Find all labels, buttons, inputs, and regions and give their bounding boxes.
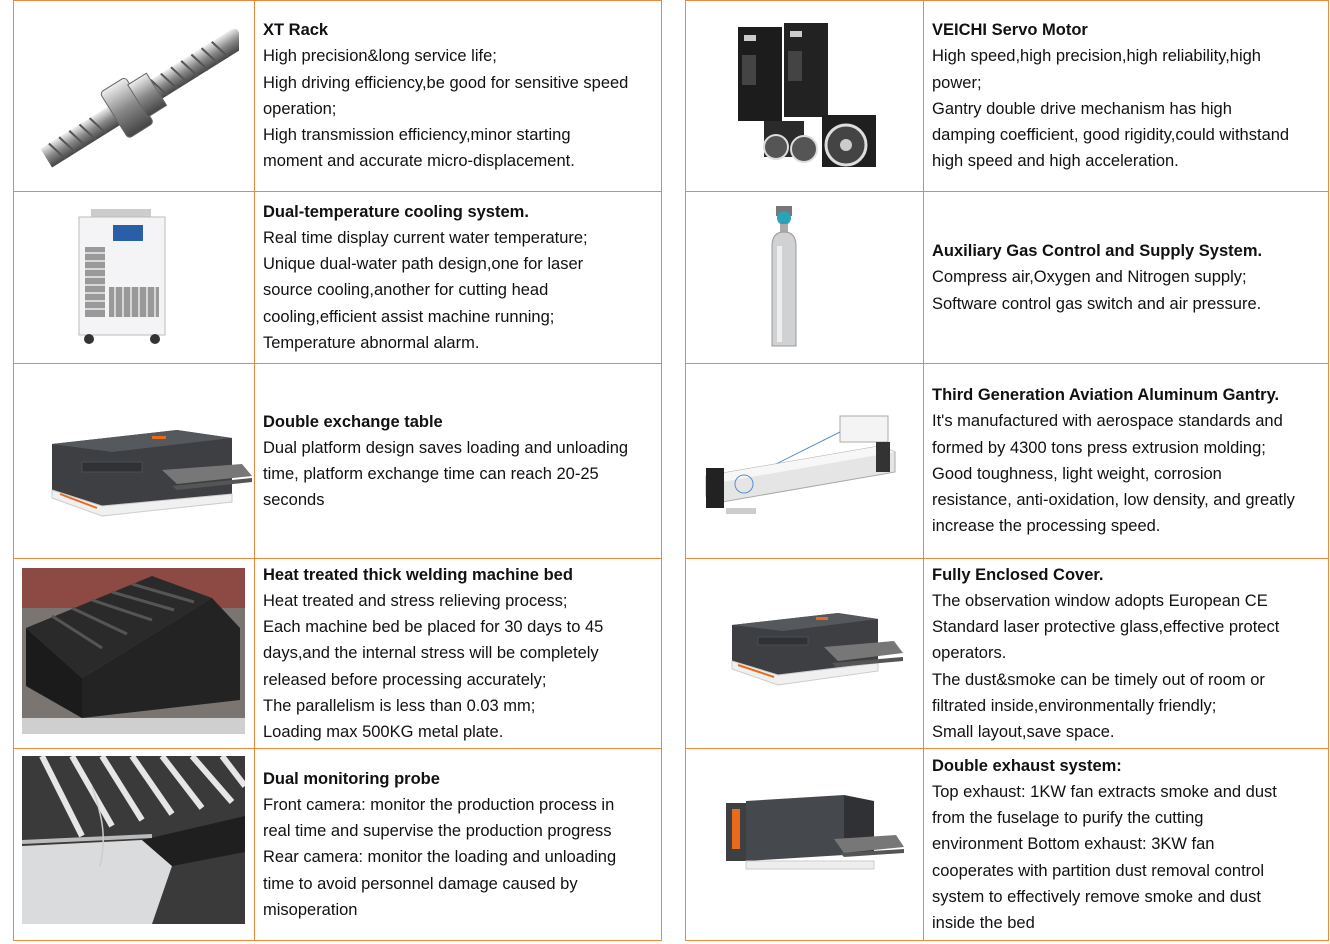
image-cell xyxy=(14,1,255,192)
row-title: Auxiliary Gas Control and Supply System. xyxy=(932,242,1263,261)
row-line: system to effectively remove smoke and dust xyxy=(932,887,1261,906)
row-line: filtrated inside,environmentally friendly; xyxy=(932,696,1217,715)
row-line: Compress air,Oxygen and Nitrogen supply; xyxy=(932,268,1247,287)
row-line: operation; xyxy=(263,99,337,118)
row-line: cooling,efficient assist machine running; xyxy=(263,307,555,326)
image-cell xyxy=(14,192,255,364)
row-title: Double exchange table xyxy=(263,412,443,431)
spec-row xyxy=(14,192,662,364)
spec-row xyxy=(686,1,1329,192)
water-chiller-image xyxy=(69,207,179,347)
text-cell xyxy=(255,192,662,364)
exhaust-system-image xyxy=(724,793,904,878)
row-line: power; xyxy=(932,73,982,92)
spec-row xyxy=(14,1,662,192)
row-title: Fully Enclosed Cover. xyxy=(932,565,1104,584)
image-cell xyxy=(686,559,924,749)
ball-screw-image xyxy=(39,29,239,169)
image-cell xyxy=(14,559,255,749)
row-line: The dust&smoke can be timely out of room or xyxy=(932,670,1265,689)
row-line: Rear camera: monitor the loading and unloading xyxy=(263,848,617,867)
row-line: source cooling,another for cutting head xyxy=(263,281,549,300)
row-line: High speed,high precision,high reliability,high xyxy=(932,47,1261,66)
row-title: Third Generation Aviation Aluminum Gantry. xyxy=(932,386,1280,405)
spec-row xyxy=(14,749,662,941)
row-title: Double exhaust system: xyxy=(932,756,1122,775)
left-spec-table xyxy=(13,0,662,941)
welded-machine-bed-image xyxy=(22,568,245,734)
row-line: Top exhaust: 1KW fan extracts smoke and dust xyxy=(932,782,1277,801)
row-line: The observation window adopts European CE xyxy=(932,591,1268,610)
row-line: Gantry double drive mechanism has high xyxy=(932,99,1232,118)
row-line: released before processing accurately; xyxy=(263,670,547,689)
gas-cylinder-image xyxy=(764,206,804,351)
servo-motor-image xyxy=(734,21,884,171)
row-line: real time and supervise the production progress xyxy=(263,822,612,841)
text-cell xyxy=(924,192,1329,364)
row-line: Front camera: monitor the production process in xyxy=(263,795,615,814)
row-line: The parallelism is less than 0.03 mm; xyxy=(263,696,536,715)
row-line: cooperates with partition dust removal control xyxy=(932,861,1264,880)
image-cell xyxy=(686,192,924,364)
row-line: environment Bottom exhaust: 3KW fan xyxy=(932,835,1215,854)
row-line: Unique dual-water path design,one for laser xyxy=(263,255,584,274)
row-line: High transmission efficiency,minor starting xyxy=(263,126,571,145)
image-cell xyxy=(14,749,255,941)
text-cell xyxy=(255,364,662,559)
row-line: Loading max 500KG metal plate. xyxy=(263,723,504,742)
row-line: misoperation xyxy=(263,900,358,919)
row-line: formed by 4300 tons press extrusion molding; xyxy=(932,438,1266,457)
row-line: days,and the internal stress will be completely xyxy=(263,644,599,663)
row-title: VEICHI Servo Motor xyxy=(932,21,1088,40)
row-line: seconds xyxy=(263,491,325,510)
enclosed-cover-image xyxy=(728,607,903,697)
row-line: Temperature abnormal alarm. xyxy=(263,333,480,352)
spec-row xyxy=(14,364,662,559)
row-title: Heat treated thick welding machine bed xyxy=(263,565,573,584)
row-line: increase the processing speed. xyxy=(932,517,1161,536)
row-line: Dual platform design saves loading and unloading xyxy=(263,438,629,457)
spec-row xyxy=(14,559,662,749)
text-cell xyxy=(924,364,1329,559)
text-cell xyxy=(924,749,1329,941)
row-line: Good toughness, light weight, corrosion xyxy=(932,464,1222,483)
row-title: Dual monitoring probe xyxy=(263,769,440,788)
row-line: Heat treated and stress relieving process; xyxy=(263,591,568,610)
image-cell xyxy=(686,749,924,941)
aluminum-gantry-image xyxy=(700,412,915,522)
spec-row xyxy=(686,364,1329,559)
row-line: damping coefficient, good rigidity,could withstand xyxy=(932,126,1290,145)
spec-row xyxy=(686,192,1329,364)
spec-row xyxy=(686,749,1329,941)
row-line: moment and accurate micro-displacement. xyxy=(263,152,575,171)
row-line: time, platform exchange time can reach 20-25 xyxy=(263,464,599,483)
row-line: High precision&long service life; xyxy=(263,47,497,66)
image-cell xyxy=(686,1,924,192)
row-title: XT Rack xyxy=(263,21,329,40)
row-line: High driving efficiency,be good for sensitive speed xyxy=(263,73,629,92)
row-line: resistance, anti-oxidation, low density, and greatly xyxy=(932,491,1295,510)
text-cell xyxy=(924,1,1329,192)
text-cell xyxy=(924,559,1329,749)
image-cell xyxy=(14,364,255,559)
row-line: high speed and high acceleration. xyxy=(932,152,1179,171)
row-line: from the fuselage to purify the cutting xyxy=(932,808,1204,827)
spec-row xyxy=(686,559,1329,749)
row-line: operators. xyxy=(932,644,1007,663)
row-line: time to avoid personnel damage caused by xyxy=(263,874,578,893)
row-title: Dual-temperature cooling system. xyxy=(263,202,529,221)
text-cell xyxy=(255,559,662,749)
row-line: Software control gas switch and air pressure. xyxy=(932,294,1262,313)
row-line: Standard laser protective glass,effective protect xyxy=(932,617,1280,636)
image-cell xyxy=(686,364,924,559)
row-line: Real time display current water temperature; xyxy=(263,228,588,247)
text-cell xyxy=(255,1,662,192)
row-line: It's manufactured with aerospace standards and xyxy=(932,412,1283,431)
row-line: Small layout,save space. xyxy=(932,723,1115,742)
row-line: Each machine bed be placed for 30 days to 45 xyxy=(263,617,604,636)
monitoring-camera-image xyxy=(22,756,245,924)
row-line: inside the bed xyxy=(932,914,1035,933)
text-cell xyxy=(255,749,662,941)
right-spec-table xyxy=(685,0,1329,941)
exchange-table-image xyxy=(42,424,252,524)
